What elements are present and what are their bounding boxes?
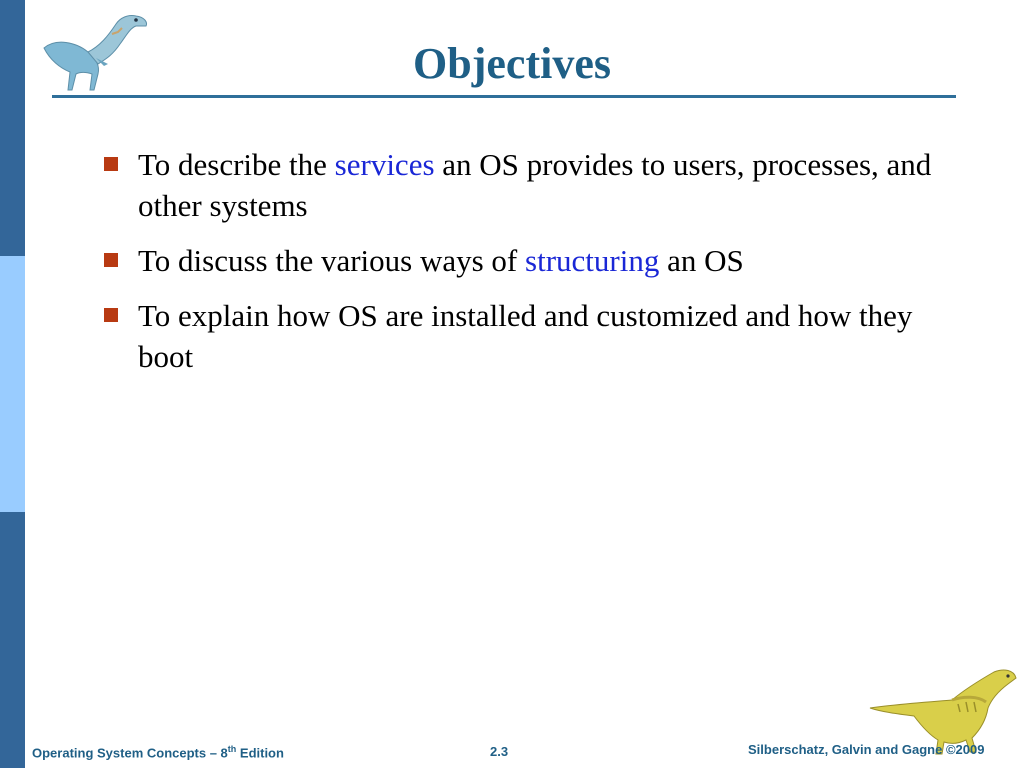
bullet-text: To explain how OS are installed and customized and how they boot bbox=[138, 298, 913, 374]
bullet-text: an OS bbox=[659, 243, 744, 278]
list-item bbox=[102, 240, 962, 281]
sidebar-segment-middle bbox=[0, 256, 25, 512]
bullet-text: To discuss the various ways of bbox=[138, 243, 526, 278]
footer-book-title bbox=[32, 744, 284, 760]
footer-edition-sup: th bbox=[227, 744, 237, 754]
objectives-list bbox=[102, 144, 962, 391]
title-divider bbox=[52, 95, 956, 98]
square-bullet-icon bbox=[104, 308, 118, 322]
square-bullet-icon bbox=[104, 157, 118, 171]
footer-page-number: 2.3 bbox=[490, 744, 509, 759]
page-title: Objectives bbox=[413, 39, 611, 88]
square-bullet-icon bbox=[104, 253, 118, 267]
highlight-term: structuring bbox=[525, 243, 660, 278]
list-item bbox=[102, 144, 962, 226]
sidebar-stripe bbox=[0, 0, 25, 768]
list-item bbox=[102, 295, 962, 377]
footer-book-title-suffix: Edition bbox=[236, 745, 284, 761]
bullet-text: To describe the bbox=[138, 147, 335, 182]
sidebar-segment-bottom bbox=[0, 512, 25, 768]
highlight-term: services bbox=[334, 147, 435, 182]
bullet-text: an OS provides to users, processes, and other systems bbox=[138, 147, 932, 223]
footer-book-title-prefix: Operating System Concepts – 8 bbox=[32, 745, 228, 761]
footer-authors: Silberschatz, Galvin and Gagne ©2009 bbox=[748, 742, 985, 757]
